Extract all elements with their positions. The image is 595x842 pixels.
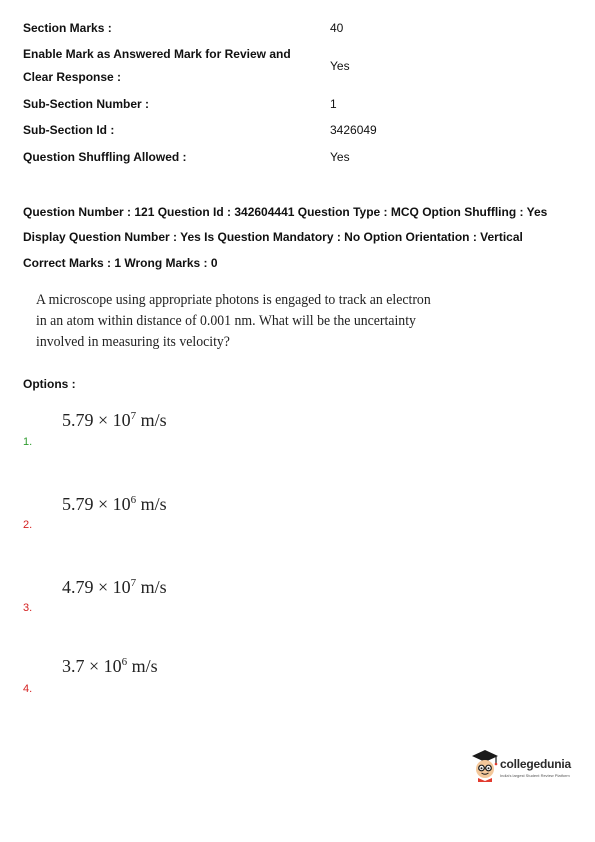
section-marks-value: 40 (330, 21, 344, 35)
graduate-mascot-icon (470, 748, 500, 782)
logo-tagline: India's largest Student Review Platform (500, 773, 570, 778)
option-3-unit: m/s (136, 577, 167, 597)
option-1-formula[interactable] (62, 410, 167, 430)
sub-section-number-label: Sub-Section Number : (23, 97, 150, 111)
option-1-mantissa: 5.79 × 10 (62, 410, 131, 430)
option-2-exponent: 6 (130, 494, 137, 506)
options-label: Options : (23, 377, 76, 391)
option-2-mantissa: 5.79 × 10 (62, 494, 131, 514)
option-3-number: 3. (23, 602, 33, 614)
option-3-mantissa: 4.79 × 10 (62, 577, 131, 597)
option-4-number: 4. (23, 683, 33, 695)
option-2-formula[interactable] (62, 494, 167, 514)
sub-section-number-value: 1 (330, 97, 337, 111)
section-marks-label: Section Marks : (23, 21, 112, 35)
question-info-line2: Display Question Number : Yes Is Question Mandatory : No Option Orientation : Vertical (23, 230, 523, 244)
sub-section-id-value: 3426049 (330, 123, 377, 137)
logo-name: collegedunia (500, 757, 571, 771)
enable-mark-label-line2: Clear Response : (23, 70, 122, 84)
question-shuffling-value: Yes (330, 150, 350, 164)
question-info-line3: Correct Marks : 1 Wrong Marks : 0 (23, 256, 218, 270)
option-4-formula[interactable] (62, 656, 158, 676)
collegedunia-logo[interactable] (470, 748, 585, 784)
option-1-unit: m/s (136, 410, 167, 430)
question-text: A microscope using appropriate photons is engaged to track an electron in an atom within distance of 0.001 nm. What will be the uncertainty involved in measuring its velocity? (36, 292, 431, 350)
option-4-exponent: 6 (121, 656, 128, 668)
sub-section-id-label: Sub-Section Id : (23, 123, 115, 137)
option-3-exponent: 7 (130, 577, 137, 589)
option-1-number: 1. (23, 436, 33, 448)
enable-mark-label-line1: Enable Mark as Answered Mark for Review and (23, 47, 291, 61)
enable-mark-value: Yes (330, 59, 350, 73)
option-4-unit: m/s (127, 656, 158, 676)
option-1-exponent: 7 (130, 410, 137, 422)
question-shuffling-label: Question Shuffling Allowed : (23, 150, 187, 164)
option-2-unit: m/s (136, 494, 167, 514)
option-4-mantissa: 3.7 × 10 (62, 656, 122, 676)
option-2-number: 2. (23, 519, 33, 531)
question-info-line1: Question Number : 121 Question Id : 342604441 Question Type : MCQ Option Shuffling : Yes (23, 205, 548, 219)
option-3-formula[interactable] (62, 577, 167, 597)
